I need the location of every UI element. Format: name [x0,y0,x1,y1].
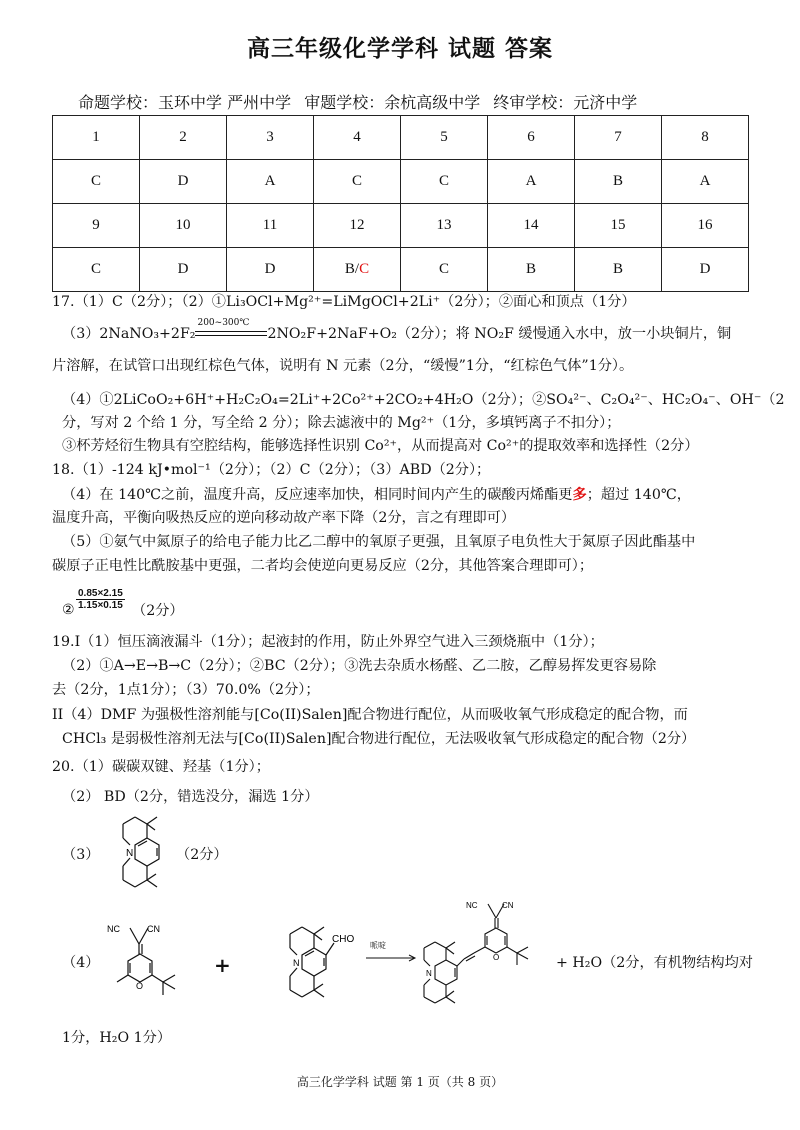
q18-part4-text: （4）在 140℃之前，温度升高，反应速率加快，相同时间内产生的碳酸丙烯酯更 [62,487,573,503]
table-cell: A [488,160,575,204]
table-cell: B [488,248,575,292]
q18-fraction [76,588,125,611]
page-footer: 高三化学学科 试题 第 1 页（共 8 页） [296,1075,504,1089]
q12-answer-corrected: C [359,261,370,277]
table-cell: A [227,160,314,204]
table-cell: C [53,248,140,292]
table-cell: C [53,160,140,204]
table-cell: 4 [314,116,401,160]
table-cell: D [227,248,314,292]
q17-part3-line1 [62,318,732,344]
reaction-arrow [195,318,267,341]
q17-products: 2NO₂F+2NaF+O₂（2分）；将 NO₂F 缓慢通入水中，放一小块铜片，铜 [267,326,732,342]
table-row [53,160,749,204]
table-cell: A [662,160,749,204]
q17-part4-line3: ③杯芳烃衍生物具有空腔结构，能够选择性识别 Co²⁺，从而提高对 Co²⁺的提取效率和选择性（2分） [62,438,699,454]
table-cell: 7 [575,116,662,160]
oxygen-label: O [493,953,500,962]
final-school: 终审学校：元济中学 [493,93,638,112]
table-cell: 3 [227,116,314,160]
product-dye-structure [410,888,552,1010]
table-cell: C [401,160,488,204]
cn-label: CN [502,901,514,910]
table-cell: 14 [488,204,575,248]
q17-part3-line2: 片溶解，在试管口出现红棕色气体，说明有 N 元素（2分，“缓慢”1分，“红棕色气体”1分）。 [52,358,634,374]
aldehyde-structure [264,918,364,1003]
table-cell: B [575,160,662,204]
table-cell: 12 [314,204,401,248]
setter-schools: 命题学校：玉环中学 严州中学 [78,93,292,112]
reviewer-school: 审题学校：余杭高级中学 [304,93,481,112]
q18-part5-mark: ② [62,602,75,618]
table-cell: C [314,160,401,204]
nitrogen-label: N [126,848,134,859]
table-cell: 13 [401,204,488,248]
q20-part4-label: （4） [62,955,100,971]
q17-reactants: （3）2NaNO₃+2F₂ [62,326,196,342]
nc-label: NC [466,901,478,910]
table-cell: 11 [227,204,314,248]
table-cell: 16 [662,204,749,248]
julolidine-structure [95,808,185,893]
q20-part4-tail: + H₂O（2分，有机物结构均对 [556,955,753,971]
nitrogen-label: N [426,969,432,978]
table-cell: D [140,248,227,292]
oxygen-label: O [136,981,144,991]
q19-part2-line2: 去（2分，1点1分）；（3）70.0%（2分）； [52,682,320,698]
plus-sign: + [214,953,231,977]
q18-part5-line1: （5）①氨气中氮原子的给电子能力比乙二醇中的氧原子更强，且氧原子电负性大于氮原子因此酯基中 [62,534,696,550]
table-cell: D [140,160,227,204]
table-cell: 15 [575,204,662,248]
table-cell: 2 [140,116,227,160]
q18-part4-line1 [62,485,691,505]
reaction-condition: 200~300℃ [197,318,250,328]
fraction-denominator: 1.15×0.15 [78,600,123,611]
table-row [53,116,749,160]
fraction-numerator: 0.85×2.15 [78,588,123,599]
q12-answer: B/ [344,261,360,277]
q18-part4-highlight: 多 [572,487,587,503]
q19-part4-line2: CHCl₃ 是弱极性溶剂无法与[Co(II)Salen]配合物进行配位，无法吸收氧气形成稳定的配合物（2分） [62,731,696,747]
table-cell: C [401,248,488,292]
q19-part1: 19.I（1）恒压滴液漏斗（1分）；起液封的作用，防止外界空气进入三颈烧瓶中（1分）； [52,634,604,650]
table-cell: D [662,248,749,292]
q20-part3-label: （3） [62,847,100,863]
q18-part1: 18.（1）-124 kJ•mol⁻¹（2分）；（2）C（2分）；（3）ABD（2分）； [52,462,491,478]
table-cell: B [575,248,662,292]
table-cell: 6 [488,116,575,160]
table-cell: 8 [662,116,749,160]
nc-label: NC [107,924,120,934]
q19-part4-line1: II（4）DMF 为强极性溶剂能与[Co(II)Salen]配合物进行配位，从而吸收氧气形成稳定的配合物，而 [52,707,688,723]
q18-part4-line2: 温度升高，平衡向吸热反应的逆向移动故产率下降（2分，言之有理即可） [52,510,516,526]
table-cell: 1 [53,116,140,160]
nitrogen-label: N [293,958,300,968]
q19-part2-line1: （2）①A→E→B→C（2分）；②BC（2分）；③洗去杂质水杨醛、乙二胺，乙醇易挥发更容易除 [62,658,657,674]
pyran-dicyano-structure [95,912,185,1002]
q17-part4-line1: （4）①2LiCoO₂+6H⁺+H₂C₂O₄=2Li⁺+2Co²⁺+2CO₂+4H₂O（2分）；②SO₄²⁻、C₂O₄²⁻、HC₂O₄⁻、OH⁻（2 [62,392,785,408]
cho-label: CHO [332,934,355,945]
table-cell: 5 [401,116,488,160]
school-info [78,90,645,113]
q18-part5-score: （2分） [132,603,184,619]
q20-part3-score: （2分） [176,847,228,863]
q18-part4-text-end: ；超过 140℃， [586,487,691,503]
q20-part4-tail2: 1分，H₂O 1分） [62,1030,172,1046]
q17-part1: 17.（1）C（2分）；（2）①Li₃OCl+Mg²⁺=LiMgOCl+2Li⁺（2分）；②面心和顶点（1分） [52,294,636,310]
reaction-condition-piperidine: 哌啶 [370,941,386,950]
table-row [53,248,749,292]
q20-part1: 20.（1）碳碳双键、羟基（1分）； [52,759,270,775]
table-row [53,204,749,248]
page-title: 高三年级化学学科 试题 答案 [246,36,553,62]
q20-part2: （2） BD（2分，错选没分，漏选 1分） [62,789,319,805]
q17-part4-line2: 分，写对 2 个给 1 分，写全给 2 分）；除去滤液中的 Mg²⁺（1分，多填钙离子不扣分）； [62,415,621,431]
cn-label: CN [147,924,160,934]
table-cell: 9 [53,204,140,248]
table-cell: 10 [140,204,227,248]
table-cell-q12 [314,248,401,292]
answer-table [52,115,749,292]
q18-part5-line2: 碳原子正电性比酰胺基中更强，二者均会使逆向更易反应（2分，其他答案合理即可）； [52,558,594,574]
